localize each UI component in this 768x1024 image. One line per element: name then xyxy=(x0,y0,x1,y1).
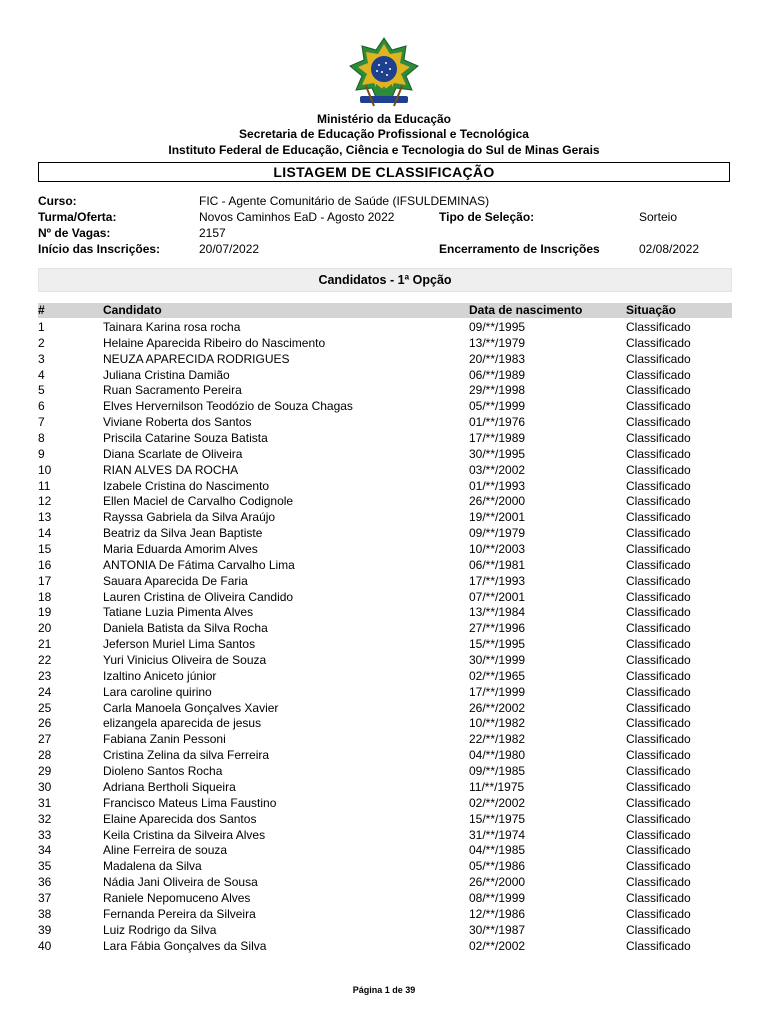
status: Classificado xyxy=(626,383,691,398)
table-row xyxy=(38,906,732,922)
status: Classificado xyxy=(626,399,691,414)
table-row xyxy=(38,557,732,573)
status: Classificado xyxy=(626,906,691,921)
status: Classificado xyxy=(626,351,691,366)
row-number: 28 xyxy=(38,748,52,763)
candidate-name: Izaltino Aniceto júnior xyxy=(103,668,217,683)
row-number: 8 xyxy=(38,431,45,446)
candidate-name: Fabiana Zanin Pessoni xyxy=(103,732,226,747)
row-number: 14 xyxy=(38,526,52,541)
candidate-name: Francisco Mateus Lima Faustino xyxy=(103,795,277,810)
registration-start-value: 20/07/2022 xyxy=(199,242,260,256)
table-row xyxy=(38,525,732,541)
column-header-candidate: Candidato xyxy=(103,303,162,317)
candidate-name: Madalena da Silva xyxy=(103,859,202,874)
table-row xyxy=(38,652,732,668)
status: Classificado xyxy=(626,764,691,779)
table-row xyxy=(38,684,732,700)
birth-date: 10/**/2003 xyxy=(469,542,526,557)
row-number: 6 xyxy=(38,399,45,414)
page-title: LISTAGEM DE CLASSIFICAÇÃO xyxy=(38,162,730,182)
row-number: 2 xyxy=(38,335,45,350)
row-number: 7 xyxy=(38,415,45,430)
status: Classificado xyxy=(626,859,691,874)
registration-end-label: Encerramento de Inscrições xyxy=(439,242,600,256)
birth-date: 06/**/1989 xyxy=(469,367,526,382)
candidate-name: Aline Ferreira de souza xyxy=(103,843,228,858)
course-label: Curso: xyxy=(38,194,77,208)
candidate-name: Cristina Zelina da silva Ferreira xyxy=(103,748,270,763)
status: Classificado xyxy=(626,668,691,683)
birth-date: 05/**/1999 xyxy=(469,399,526,414)
status: Classificado xyxy=(626,510,691,525)
status: Classificado xyxy=(626,415,691,430)
candidate-name: Daniela Batista da Silva Rocha xyxy=(103,621,268,636)
status: Classificado xyxy=(626,605,691,620)
status: Classificado xyxy=(626,542,691,557)
table-row xyxy=(38,604,732,620)
birth-date: 05/**/1986 xyxy=(469,859,526,874)
course-value: FIC - Agente Comunitário de Saúde (IFSULDEMINAS) xyxy=(199,194,490,208)
row-number: 38 xyxy=(38,906,52,921)
birth-date: 06/**/1981 xyxy=(469,557,526,572)
row-number: 39 xyxy=(38,922,52,937)
candidate-name: Adriana Bertholi Siqueira xyxy=(103,779,236,794)
table-row xyxy=(38,827,732,843)
status: Classificado xyxy=(626,653,691,668)
table-row xyxy=(38,493,732,509)
status: Classificado xyxy=(626,922,691,937)
birth-date: 01/**/1993 xyxy=(469,478,526,493)
candidate-name: Dioleno Santos Rocha xyxy=(103,764,223,779)
row-number: 19 xyxy=(38,605,52,620)
candidate-name: Ellen Maciel de Carvalho Codignole xyxy=(103,494,294,509)
row-number: 22 xyxy=(38,653,52,668)
selection-type-value: Sorteio xyxy=(639,210,678,224)
table-row xyxy=(38,367,732,383)
row-number: 30 xyxy=(38,779,52,794)
row-number: 37 xyxy=(38,890,52,905)
birth-date: 22/**/1982 xyxy=(469,732,526,747)
birth-date: 17/**/1993 xyxy=(469,573,526,588)
row-number: 15 xyxy=(38,542,52,557)
row-number: 36 xyxy=(38,875,52,890)
table-row xyxy=(38,811,732,827)
row-number: 5 xyxy=(38,383,45,398)
candidates-table-body xyxy=(38,319,732,953)
table-row xyxy=(38,731,732,747)
row-number: 29 xyxy=(38,764,52,779)
birth-date: 11/**/1975 xyxy=(469,779,525,794)
status: Classificado xyxy=(626,732,691,747)
status: Classificado xyxy=(626,779,691,794)
candidate-name: Tatiane Luzia Pimenta Alves xyxy=(103,605,254,620)
candidate-name: RIAN ALVES DA ROCHA xyxy=(103,462,239,477)
table-row xyxy=(38,573,732,589)
row-number: 26 xyxy=(38,716,52,731)
selection-type-label: Tipo de Seleção: xyxy=(439,210,535,224)
candidate-name: Beatriz da Silva Jean Baptiste xyxy=(103,526,263,541)
birth-date: 09/**/1979 xyxy=(469,526,526,541)
birth-date: 13/**/1979 xyxy=(469,335,526,350)
candidate-name: Rayssa Gabriela da Silva Araújo xyxy=(103,510,276,525)
table-row xyxy=(38,842,732,858)
candidate-name: Lara Fábia Gonçalves da Silva xyxy=(103,938,267,953)
row-number: 23 xyxy=(38,668,52,683)
status: Classificado xyxy=(626,462,691,477)
candidate-name: Carla Manoela Gonçalves Xavier xyxy=(103,700,279,715)
row-number: 21 xyxy=(38,637,52,652)
row-number: 18 xyxy=(38,589,52,604)
table-row xyxy=(38,509,732,525)
status: Classificado xyxy=(626,446,691,461)
birth-date: 20/**/1983 xyxy=(469,351,526,366)
candidate-name: Raniele Nepomuceno Alves xyxy=(103,890,251,905)
row-number: 40 xyxy=(38,938,52,953)
candidate-name: Helaine Aparecida Ribeiro do Nascimento xyxy=(103,335,326,350)
candidate-name: Priscila Catarine Souza Batista xyxy=(103,431,268,446)
birth-date: 29/**/1998 xyxy=(469,383,526,398)
status: Classificado xyxy=(626,843,691,858)
row-number: 11 xyxy=(38,478,51,493)
registration-start-label: Início das Inscrições: xyxy=(38,242,161,256)
table-row xyxy=(38,319,732,335)
birth-date: 17/**/1999 xyxy=(469,684,526,699)
candidate-name: Ruan Sacramento Pereira xyxy=(103,383,242,398)
row-number: 33 xyxy=(38,827,52,842)
table-row xyxy=(38,430,732,446)
table-row xyxy=(38,700,732,716)
candidate-name: Yuri Vinicius Oliveira de Souza xyxy=(103,653,267,668)
header-institute: Instituto Federal de Educação, Ciência e Tecnologia do Sul de Minas Gerais xyxy=(168,143,600,157)
row-number: 32 xyxy=(38,811,52,826)
status: Classificado xyxy=(626,557,691,572)
table-row xyxy=(38,446,732,462)
table-row xyxy=(38,620,732,636)
candidate-name: ANTONIA De Fátima Carvalho Lima xyxy=(103,557,295,572)
table-row xyxy=(38,890,732,906)
vacancies-label: Nº de Vagas: xyxy=(38,226,111,240)
row-number: 35 xyxy=(38,859,52,874)
status: Classificado xyxy=(626,621,691,636)
row-number: 1 xyxy=(38,320,45,334)
candidate-name: Diana Scarlate de Oliveira xyxy=(103,446,243,461)
row-number: 25 xyxy=(38,700,52,715)
table-row xyxy=(38,747,732,763)
table-row xyxy=(38,589,732,605)
registration-end-value: 02/08/2022 xyxy=(639,242,700,256)
status: Classificado xyxy=(626,431,691,446)
candidate-name: elizangela aparecida de jesus xyxy=(103,716,262,731)
table-header xyxy=(38,303,732,318)
table-row xyxy=(38,922,732,938)
status: Classificado xyxy=(626,938,691,953)
candidate-name: Tainara Karina rosa rocha xyxy=(103,320,241,334)
status: Classificado xyxy=(626,716,691,731)
status: Classificado xyxy=(626,811,691,826)
birth-date: 09/**/1985 xyxy=(469,764,526,779)
candidate-name: Lara caroline quirino xyxy=(103,684,212,699)
birth-date: 17/**/1989 xyxy=(469,431,526,446)
birth-date: 31/**/1974 xyxy=(469,827,526,842)
status: Classificado xyxy=(626,320,691,334)
row-number: 3 xyxy=(38,351,45,366)
birth-date: 02/**/2002 xyxy=(469,795,526,810)
row-number: 27 xyxy=(38,732,52,747)
table-row xyxy=(38,382,732,398)
table-row xyxy=(38,668,732,684)
row-number: 17 xyxy=(38,573,52,588)
candidate-name: Luiz Rodrigo da Silva xyxy=(103,922,217,937)
birth-date: 07/**/2001 xyxy=(469,589,526,604)
birth-date: 09/**/1995 xyxy=(469,320,526,334)
table-row xyxy=(38,398,732,414)
status: Classificado xyxy=(626,684,691,699)
table-row xyxy=(38,351,732,367)
column-header-number: # xyxy=(38,303,45,317)
page-number: Página 1 de 39 xyxy=(352,985,416,995)
birth-date: 04/**/1985 xyxy=(469,843,526,858)
status: Classificado xyxy=(626,494,691,509)
status: Classificado xyxy=(626,335,691,350)
section-title: Candidatos - 1ª Opção xyxy=(38,268,732,292)
row-number: 12 xyxy=(38,494,52,509)
birth-date: 30/**/1995 xyxy=(469,446,526,461)
candidate-name: Lauren Cristina de Oliveira Candido xyxy=(103,589,294,604)
birth-date: 04/**/1980 xyxy=(469,748,526,763)
status: Classificado xyxy=(626,526,691,541)
status: Classificado xyxy=(626,700,691,715)
table-row xyxy=(38,478,732,494)
candidate-name: NEUZA APARECIDA RODRIGUES xyxy=(103,351,290,366)
table-row xyxy=(38,938,732,954)
row-number: 10 xyxy=(38,462,52,477)
row-number: 24 xyxy=(38,684,52,699)
row-number: 9 xyxy=(38,446,45,461)
status: Classificado xyxy=(626,478,691,493)
birth-date: 03/**/2002 xyxy=(469,462,526,477)
table-row xyxy=(38,858,732,874)
candidate-name: Elaine Aparecida dos Santos xyxy=(103,811,257,826)
status: Classificado xyxy=(626,795,691,810)
table-row xyxy=(38,414,732,430)
candidate-name: Juliana Cristina Damião xyxy=(103,367,230,382)
status: Classificado xyxy=(626,573,691,588)
birth-date: 26/**/2000 xyxy=(469,494,526,509)
birth-date: 10/**/1982 xyxy=(469,716,526,731)
header-ministry: Ministério da Educação xyxy=(316,112,452,126)
birth-date: 08/**/1999 xyxy=(469,890,526,905)
class-offer-label: Turma/Oferta: xyxy=(38,210,117,224)
status: Classificado xyxy=(626,637,691,652)
birth-date: 02/**/2002 xyxy=(469,938,526,953)
status: Classificado xyxy=(626,890,691,905)
candidate-name: Nádia Jani Oliveira de Sousa xyxy=(103,875,258,890)
coat-of-arms-seal-icon xyxy=(346,36,422,112)
column-header-birthdate: Data de nascimento xyxy=(469,303,583,317)
birth-date: 02/**/1965 xyxy=(469,668,526,683)
status: Classificado xyxy=(626,367,691,382)
candidate-name: Sauara Aparecida De Faria xyxy=(103,573,248,588)
header-secretariat: Secretaria de Educação Profissional e Tecnológica xyxy=(239,127,529,141)
row-number: 4 xyxy=(38,367,45,382)
vacancies-value: 2157 xyxy=(199,226,226,240)
candidate-name: Izabele Cristina do Nascimento xyxy=(103,478,270,493)
row-number: 13 xyxy=(38,510,52,525)
birth-date: 12/**/1986 xyxy=(469,906,526,921)
table-row xyxy=(38,541,732,557)
class-offer-value: Novos Caminhos EaD - Agosto 2022 xyxy=(199,210,395,224)
candidate-name: Jeferson Muriel Lima Santos xyxy=(103,637,256,652)
table-row xyxy=(38,636,732,652)
table-row xyxy=(38,874,732,890)
row-number: 31 xyxy=(38,795,52,810)
candidate-name: Fernanda Pereira da Silveira xyxy=(103,906,256,921)
candidate-name: Keila Cristina da Silveira Alves xyxy=(103,827,266,842)
status: Classificado xyxy=(626,875,691,890)
row-number: 34 xyxy=(38,843,52,858)
birth-date: 15/**/1995 xyxy=(469,637,526,652)
table-row xyxy=(38,779,732,795)
status: Classificado xyxy=(626,589,691,604)
birth-date: 13/**/1984 xyxy=(469,605,526,620)
candidate-name: Elves Hervernilson Teodózio de Souza Chagas xyxy=(103,399,353,414)
birth-date: 15/**/1975 xyxy=(469,811,526,826)
column-header-status: Situação xyxy=(626,303,677,317)
birth-date: 26/**/2002 xyxy=(469,700,526,715)
birth-date: 27/**/1996 xyxy=(469,621,526,636)
candidate-name: Maria Eduarda Amorim Alves xyxy=(103,542,258,557)
row-number: 16 xyxy=(38,557,52,572)
status: Classificado xyxy=(626,748,691,763)
table-row xyxy=(38,795,732,811)
birth-date: 30/**/1987 xyxy=(469,922,526,937)
table-row xyxy=(38,462,732,478)
birth-date: 30/**/1999 xyxy=(469,653,526,668)
status: Classificado xyxy=(626,827,691,842)
birth-date: 19/**/2001 xyxy=(469,510,526,525)
table-row xyxy=(38,335,732,351)
birth-date: 26/**/2000 xyxy=(469,875,526,890)
candidate-name: Viviane Roberta dos Santos xyxy=(103,415,252,430)
table-row xyxy=(38,763,732,779)
birth-date: 01/**/1976 xyxy=(469,415,526,430)
table-row xyxy=(38,715,732,731)
row-number: 20 xyxy=(38,621,52,636)
